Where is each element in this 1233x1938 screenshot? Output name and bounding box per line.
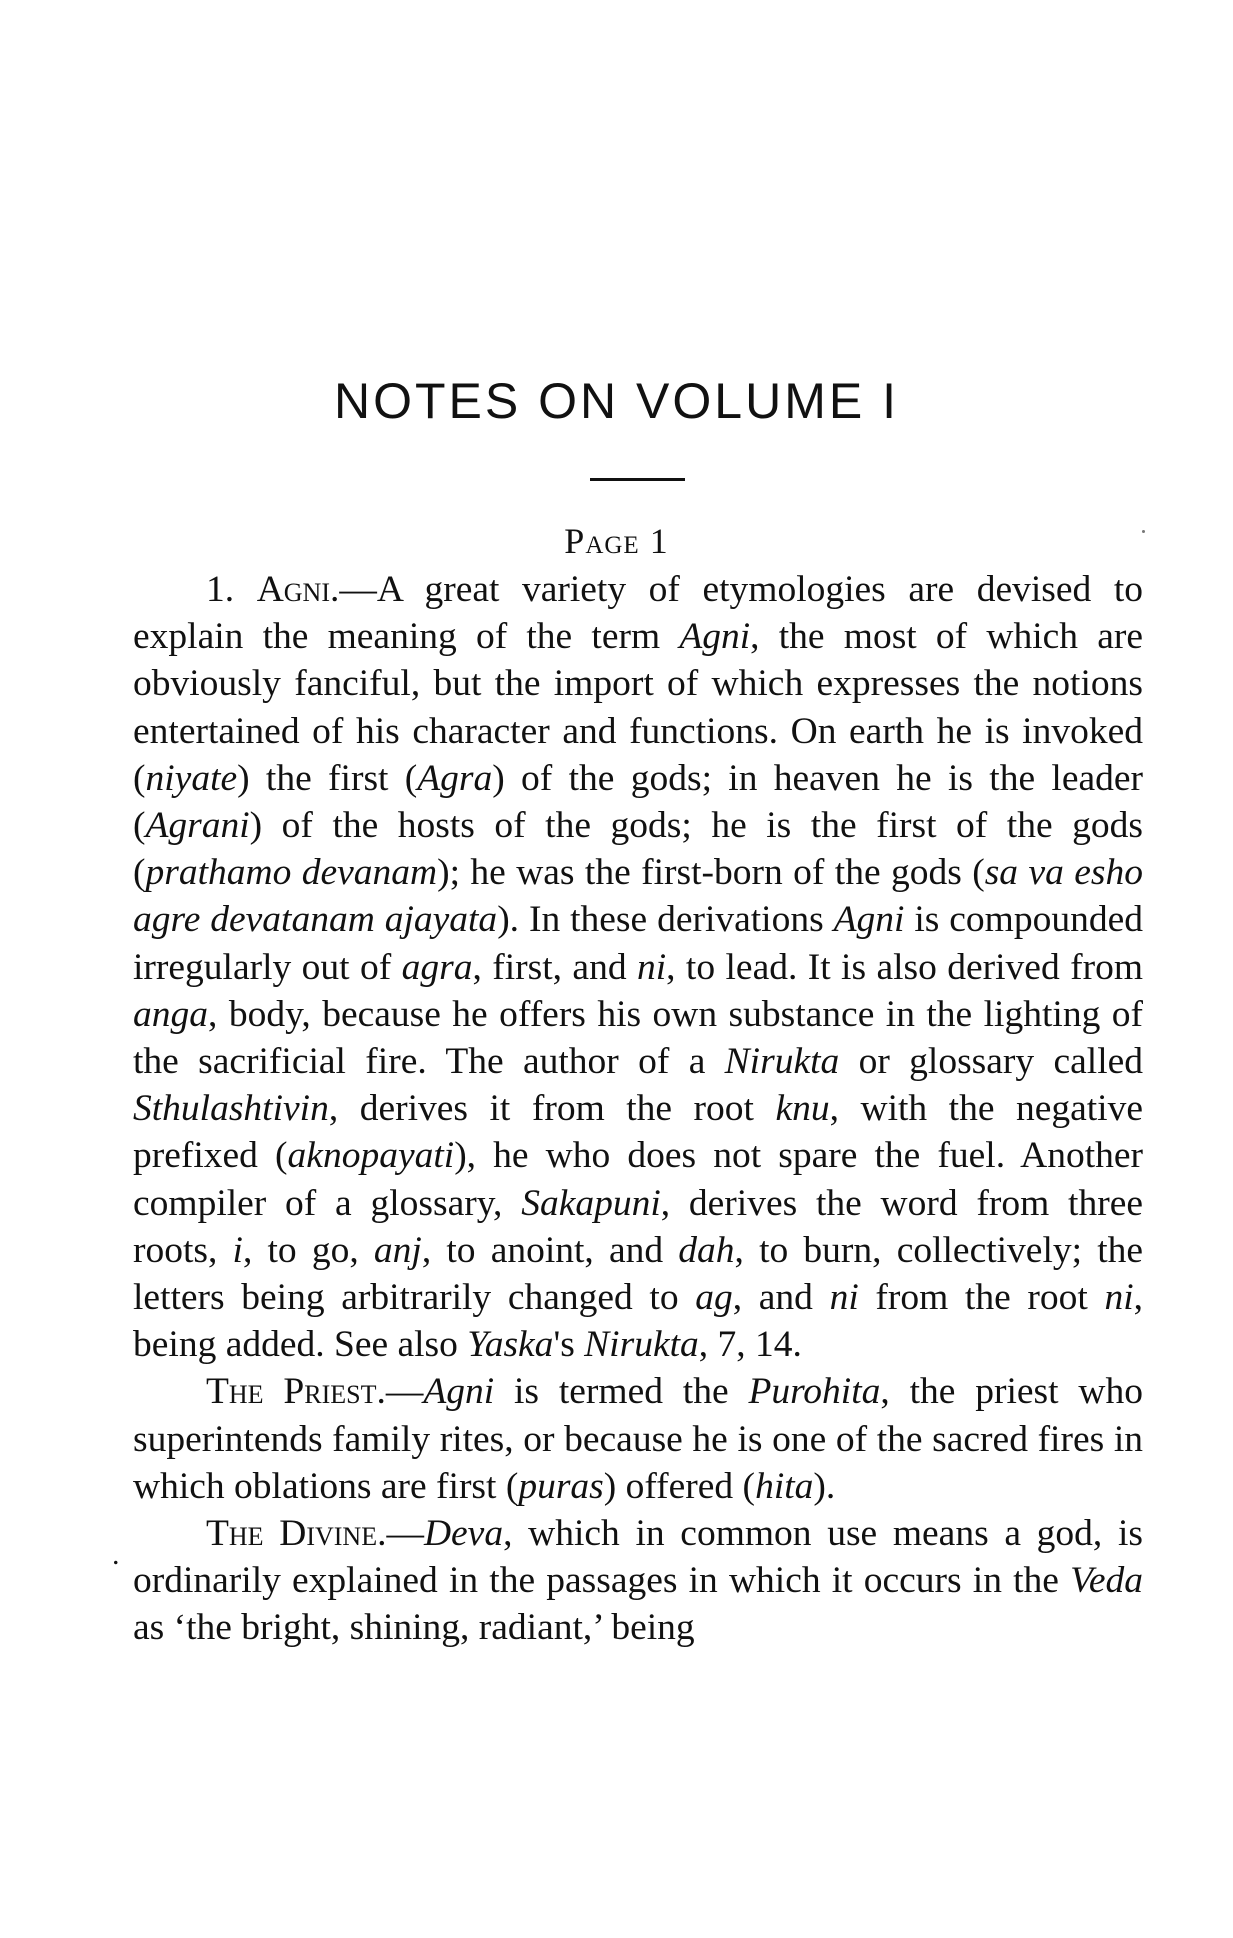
note-heading: The Priest. <box>206 1371 386 1413</box>
print-speck <box>1142 530 1145 533</box>
note-heading: The Divine. <box>206 1513 387 1555</box>
note-paragraph-priest: The Priest.—Agni is termed the Purohita, the priest who superintends family rites, or because he is one of the sacred fires in which oblations are first (puras) offered (hita). <box>133 1371 1143 1507</box>
note-number: 1. <box>206 569 257 610</box>
note-paragraph-divine: The Divine.—Deva, which in common use means a god, is ordinarily explained in the passages in which it occurs in the Veda as ‘the bright, shining, radiant,’ being <box>133 1513 1143 1649</box>
note-paragraph-agni: 1. Agni.—A great variety of etymologies are devised to explain the meaning of the term Agni, the most of which are obviously fanciful, but the import of which expresses the notions entertained of his character and functions. On earth he is invoked (niyate) the first (Agra) of the gods; in heaven he is the leader (Agrani) of the hosts of the gods; he is the first of the gods (prathamo devanam); he was the first-born of the gods (sa va esho agre devatanam ajayata). In these derivations Agni is compounded irregularly out of agra, first, and ni, to lead. It is also derived from anga, body, because he offers his own substance in the lighting of the sacrificial fire. The author of a Nirukta or glossary called Sthulashtivin, derives it from the root knu, with the negative prefixed (aknopayati), he who does not spare the fuel. Another compiler of a glossary, Sakapuni, derives the word from three roots, i, to go, anj, to anoint, and dah, to burn, collectively; the letters being arbitrarily changed to ag, and ni from the root ni, being added. See also Yaska's Nirukta, 7, 14. <box>133 569 1144 1366</box>
margin-dot: . <box>112 1538 120 1571</box>
page-reference-label: Page 1 <box>564 521 669 561</box>
page-heading: NOTES ON VOLUME I <box>334 373 899 429</box>
heading-rule <box>590 478 685 481</box>
note-heading: Agni. <box>256 569 340 610</box>
notes-body <box>133 566 1143 1652</box>
